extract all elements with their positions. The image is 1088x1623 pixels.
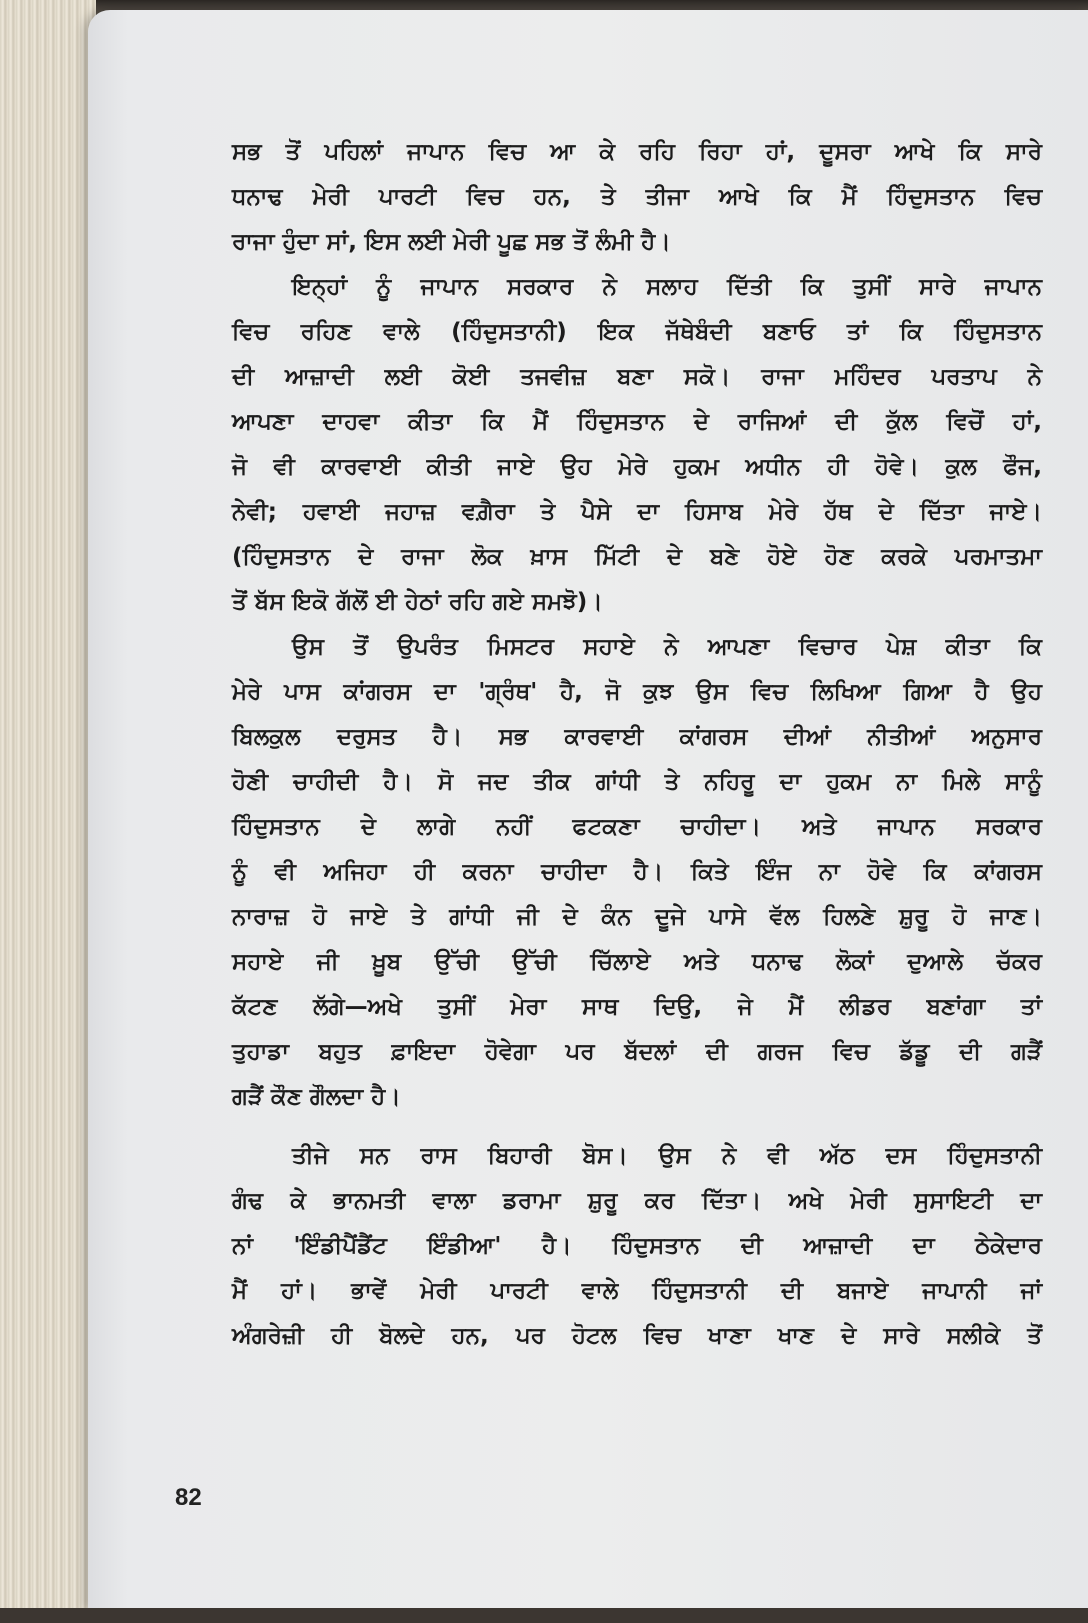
- text-line: ਹਿੰਦੁਸਤਾਨ ਦੇ ਲਾਗੇ ਨਹੀਂ ਫਟਕਣਾ ਚਾਹੀਦਾ। ਅਤੇ ਜਾਪਾਨ ਸਰਕਾਰ: [232, 814, 1042, 840]
- book-bottom-shadow: [0, 1608, 1088, 1623]
- page-body-text: [232, 130, 1042, 1359]
- text-line: ਬਿਲਕੁਲ ਦਰੁਸਤ ਹੈ। ਸਭ ਕਾਰਵਾਈ ਕਾਂਗਰਸ ਦੀਆਂ ਨੀਤੀਆਂ ਅਨੁਸਾਰ: [232, 724, 1042, 750]
- text-line: ਅੰਗਰੇਜ਼ੀ ਹੀ ਬੋਲਦੇ ਹਨ, ਪਰ ਹੋਟਲ ਵਿਚ ਖਾਣਾ ਖਾਣ ਦੇ ਸਾਰੇ ਸਲੀਕੇ ਤੋਂ: [232, 1323, 1042, 1349]
- text-line: ਨੂੰ ਵੀ ਅਜਿਹਾ ਹੀ ਕਰਨਾ ਚਾਹੀਦਾ ਹੈ। ਕਿਤੇ ਇੰਜ ਨਾ ਹੋਵੇ ਕਿ ਕਾਂਗਰਸ: [232, 859, 1042, 885]
- page-number: 82: [175, 1484, 202, 1511]
- text-line: ਮੇਰੇ ਪਾਸ ਕਾਂਗਰਸ ਦਾ 'ਗ੍ਰੰਥ' ਹੈ, ਜੋ ਕੁਝ ਉਸ ਵਿਚ ਲਿਖਿਆ ਗਿਆ ਹੈ ਉਹ: [232, 679, 1042, 705]
- text-line: ਮੈਂ ਹਾਂ। ਭਾਵੇਂ ਮੇਰੀ ਪਾਰਟੀ ਵਾਲੇ ਹਿੰਦੁਸਤਾਨੀ ਦੀ ਬਜਾਏ ਜਾਪਾਨੀ ਜਾਂ: [232, 1278, 1042, 1304]
- text-line: ਉਸ ਤੋਂ ਉਪਰੰਤ ਮਿਸਟਰ ਸਹਾਏ ਨੇ ਆਪਣਾ ਵਿਚਾਰ ਪੇਸ਼ ਕੀਤਾ ਕਿ: [292, 634, 1042, 660]
- text-line: ਨਾਰਾਜ਼ ਹੋ ਜਾਏ ਤੇ ਗਾਂਧੀ ਜੀ ਦੇ ਕੰਨ ਦੂਜੇ ਪਾਸੇ ਵੱਲ ਹਿਲਣੇ ਸ਼ੁਰੂ ਹੋ ਜਾਣ।: [232, 904, 1042, 930]
- text-line: ਆਪਣਾ ਦਾਹਵਾ ਕੀਤਾ ਕਿ ਮੈਂ ਹਿੰਦੁਸਤਾਨ ਦੇ ਰਾਜਿਆਂ ਦੀ ਕੁੱਲ ਵਿਚੋਂ ਹਾਂ,: [232, 409, 1042, 435]
- text-line: ਸਹਾਏ ਜੀ ਖ਼ੂਬ ਉੱਚੀ ਉੱਚੀ ਚਿੱਲਾਏ ਅਤੇ ਧਨਾਢ ਲੋਕਾਂ ਦੁਆਲੇ ਚੱਕਰ: [232, 949, 1042, 975]
- book-page-edges: [0, 0, 96, 1623]
- text-line: ਜੋ ਵੀ ਕਾਰਵਾਈ ਕੀਤੀ ਜਾਏ ਉਹ ਮੇਰੇ ਹੁਕਮ ਅਧੀਨ ਹੀ ਹੋਵੇ। ਕੁਲ ਫੌਜ,: [232, 454, 1042, 480]
- text-line: ਨੇਵੀ; ਹਵਾਈ ਜਹਾਜ਼ ਵਗ਼ੈਰਾ ਤੇ ਪੈਸੇ ਦਾ ਹਿਸਾਬ ਮੇਰੇ ਹੱਥ ਦੇ ਦਿੱਤਾ ਜਾਏ।: [232, 499, 1042, 525]
- text-line: ਧਨਾਢ ਮੇਰੀ ਪਾਰਟੀ ਵਿਚ ਹਨ, ਤੇ ਤੀਜਾ ਆਖੇ ਕਿ ਮੈਂ ਹਿੰਦੁਸਤਾਨ ਵਿਚ: [232, 184, 1042, 210]
- text-line: ਨਾਂ 'ਇੰਡੀਪੈਂਡੈਂਟ ਇੰਡੀਆ' ਹੈ। ਹਿੰਦੁਸਤਾਨ ਦੀ ਆਜ਼ਾਦੀ ਦਾ ਠੇਕੇਦਾਰ: [232, 1233, 1042, 1259]
- text-line: ਤੁਹਾਡਾ ਬਹੁਤ ਫ਼ਾਇਦਾ ਹੋਵੇਗਾ ਪਰ ਬੱਦਲਾਂ ਦੀ ਗਰਜ ਵਿਚ ਡੱਡੂ ਦੀ ਗੜੈਂ: [232, 1039, 1042, 1065]
- text-line: ਹੋਣੀ ਚਾਹੀਦੀ ਹੈ। ਸੋ ਜਦ ਤੀਕ ਗਾਂਧੀ ਤੇ ਨਹਿਰੂ ਦਾ ਹੁਕਮ ਨਾ ਮਿਲੇ ਸਾਨੂੰ: [232, 769, 1042, 795]
- text-line: ਤੋਂ ਬੱਸ ਇਕੋ ਗੱਲੋਂ ਈ ਹੇਠਾਂ ਰਹਿ ਗਏ ਸਮਝੋ)।: [232, 589, 603, 615]
- text-line: ਕੱਟਣ ਲੱਗੇ—ਅਖੇ ਤੁਸੀਂ ਮੇਰਾ ਸਾਥ ਦਿਉ, ਜੇ ਮੈਂ ਲੀਡਰ ਬਣਾਂਗਾ ਤਾਂ: [232, 994, 1042, 1020]
- text-line: ਵਿਚ ਰਹਿਣ ਵਾਲੇ (ਹਿੰਦੁਸਤਾਨੀ) ਇਕ ਜੱਥੇਬੰਦੀ ਬਣਾਓ ਤਾਂ ਕਿ ਹਿੰਦੁਸਤਾਨ: [232, 319, 1042, 345]
- text-line: ਸਭ ਤੋਂ ਪਹਿਲਾਂ ਜਾਪਾਨ ਵਿਚ ਆ ਕੇ ਰਹਿ ਰਿਹਾ ਹਾਂ, ਦੂਸਰਾ ਆਖੇ ਕਿ ਸਾਰੇ: [232, 139, 1042, 165]
- text-line: ਦੀ ਆਜ਼ਾਦੀ ਲਈ ਕੋਈ ਤਜਵੀਜ਼ ਬਣਾ ਸਕੋ। ਰਾਜਾ ਮਹਿੰਦਰ ਪਰਤਾਪ ਨੇ: [232, 364, 1042, 390]
- text-line: ਗੰਢ ਕੇ ਭਾਨਮਤੀ ਵਾਲਾ ਡਰਾਮਾ ਸ਼ੁਰੂ ਕਰ ਦਿੱਤਾ। ਅਖੇ ਮੇਰੀ ਸੁਸਾਇਟੀ ਦਾ: [232, 1188, 1042, 1214]
- text-line: ਰਾਜਾ ਹੁੰਦਾ ਸਾਂ, ਇਸ ਲਈ ਮੇਰੀ ਪੂਛ ਸਭ ਤੋਂ ਲੰਮੀ ਹੈ।: [232, 229, 671, 255]
- text-line: ਗੜੈਂ ਕੌਣ ਗੌਲਦਾ ਹੈ।: [232, 1084, 401, 1110]
- text-line: ਤੀਜੇ ਸਨ ਰਾਸ ਬਿਹਾਰੀ ਬੋਸ। ਉਸ ਨੇ ਵੀ ਅੱਠ ਦਸ ਹਿੰਦੁਸਤਾਨੀ: [292, 1143, 1042, 1169]
- text-line: ਇਨ੍ਹਾਂ ਨੂੰ ਜਾਪਾਨ ਸਰਕਾਰ ਨੇ ਸਲਾਹ ਦਿੱਤੀ ਕਿ ਤੁਸੀਂ ਸਾਰੇ ਜਾਪਾਨ: [292, 274, 1042, 300]
- text-line: (ਹਿੰਦੁਸਤਾਨ ਦੇ ਰਾਜਾ ਲੋਕ ਖ਼ਾਸ ਮਿੱਟੀ ਦੇ ਬਣੇ ਹੋਏ ਹੋਣ ਕਰਕੇ ਪਰਮਾਤਮਾ: [232, 544, 1042, 570]
